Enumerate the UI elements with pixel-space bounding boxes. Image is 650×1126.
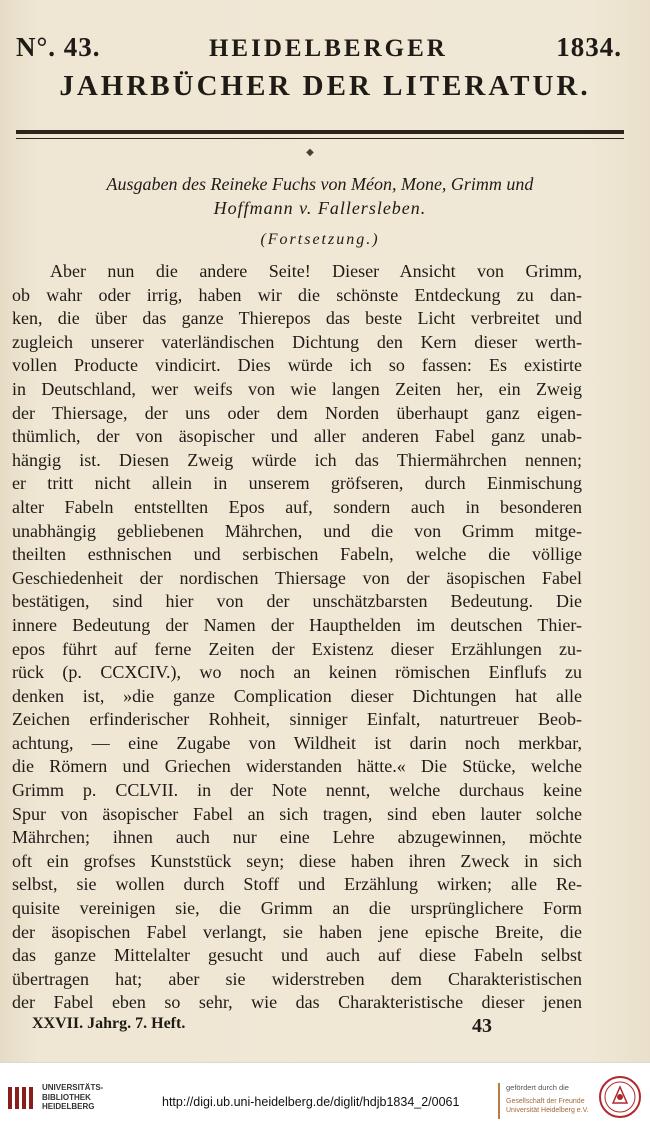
text-line: theilten esthnischen und serbischen Fabeln, welche die völlige [12,544,582,565]
text-line: denken ist, »die ganze Complication dieser Dichtungen hat alle [12,685,582,706]
text-line: die Römern und Griechen widerstanden hätte.« Die Stücke, welche [12,756,582,777]
library-name-line3: HEIDELBERG [42,1102,95,1111]
page-footer [32,1015,492,1038]
signature-mark: XXVII. Jahrg. 7. Heft. [32,1015,186,1032]
text-line: alter Fabeln entstellten Epos auf, sondern auch in besonderen [12,496,582,517]
text-line: Geschiedenheit der nordischen Thiersage von der äsopischen Fabel [12,567,582,588]
text-line: Aber nun die andere Seite! Dieser Ansicht von Grimm, [50,261,582,281]
funder-accent-bar [498,1083,500,1119]
text-line: innere Bedeutung der Namen der Haupthelden im deutschen Thier- [12,614,582,635]
article-subtitle-line1: Ausgaben des Reineke Fuchs von Méon, Mone, Grimm und [106,174,534,194]
text-line: selbst, sie wollen durch Stoff und Erzählung wirken; alle Re- [12,874,582,895]
text-line: rück (p. CCXCIV.), wo noch an keinen römischen Einflufs zu [12,662,582,683]
permalink-url[interactable]: http://digi.ub.uni-heidelberg.de/diglit/hdjb1834_2/0061 [162,1095,460,1109]
article-subtitle-line2: Hoffmann v. Fallersleben. [213,198,427,218]
article-body [12,260,582,1015]
text-line: bestätigen, sind hier von der unschätzbarsten Bedeutung. Die [12,591,582,612]
text-line: quisite vereinigen sie, die Grimm an die ursprünglichere Form [12,898,582,919]
text-line: epos führt auf ferne Zeiten der Existenz dieser Erzählungen zu- [12,638,582,659]
library-name-line2: BIBLIOTHEK [42,1092,91,1102]
text-line: er tritt nicht allein in unserem gröfseren, durch Einmischung [12,473,582,494]
text-line: in Deutschland, wer weifs von wie langen Zeiten her, ein Zweig [12,378,582,399]
library-name [42,1083,103,1112]
text-line: der Thiersage, der uns oder dem Norden überhaupt ganz eigen- [12,402,582,423]
text-line: achtung, — eine Zugabe von Wildheit ist darin noch merkbar, [12,732,582,753]
text-line: der äsopischen Fabel verlangt, sie haben jene epische Breite, die [12,921,582,942]
page-number: 43 [472,1015,492,1037]
text-line: ob wahr oder irrig, haben wir die schönste Entdeckung zu dan- [12,284,582,305]
page-header [16,32,622,63]
text-line: oft ein grofses Kunststück seyn; diese haben ihren Zweck in sich [12,850,582,871]
text-line: Zeichen erfinderischer Rohheit, sinniger Einfalt, naturtreuer Beob- [12,709,582,730]
issue-number: N°. 43. [16,32,101,62]
funded-by-label: gefördert durch die [506,1083,569,1092]
funder-society-line2: Universität Heidelberg e.V. [506,1107,589,1114]
journal-title: JAHRBÜCHER DER LITERATUR. [59,70,591,102]
text-line: unabhängig gebliebenen Mährchen, und die von Grimm mitge- [12,520,582,541]
issue-year: 1834. [556,32,622,62]
ornament-mark: ◆ [306,147,314,158]
text-line: hängig ist. Diesen Zweig würde ich das Thiermährchen nennen; [12,449,582,470]
digitization-strip [0,1062,650,1126]
text-line: der Fabel eben so sehr, wie das Charakteristische dieser jenen [12,992,582,1013]
text-line: ken, die über das ganze Thierepos das beste Licht verbreitet und [12,308,582,329]
text-line: thümlich, der von äsopischer und aller anderen Fabel ganz unab- [12,426,582,447]
text-line: das ganze Mittelalter gesucht und auch auf diese Fabeln selbst [12,945,582,966]
funder-society-line1: Gesellschaft der Freunde [506,1098,585,1105]
university-seal-icon [598,1075,642,1119]
library-name-line1: UNIVERSITÄTS- [42,1083,104,1092]
journal-name: HEIDELBERGER [208,35,448,62]
header-rule-thick [16,130,624,134]
text-line: Mährchen; ihnen auch nur eine Lehre abzugewinnen, möchte [12,827,582,848]
funder-society [506,1097,589,1115]
text-line: zugleich unserer vaterländischen Dichtung den Kern dieser werth- [12,331,582,352]
text-line: übertragen hat; aber sie widerstreben dem Charakteristischen [12,968,582,989]
text-line: vollen Producte vindicirt. Dies würde ich so fassen: Es existirte [12,355,582,376]
library-logo-icon [6,1083,36,1113]
header-rule-thin [16,138,624,139]
text-line: Spur von äsopischer Fabel an sich tragen, sind eben lauter solche [12,803,582,824]
text-line: Grimm p. CCLVII. in der Note nennt, welche durchaus keine [12,780,582,801]
continuation-label: (Fortsetzung.) [260,231,380,248]
